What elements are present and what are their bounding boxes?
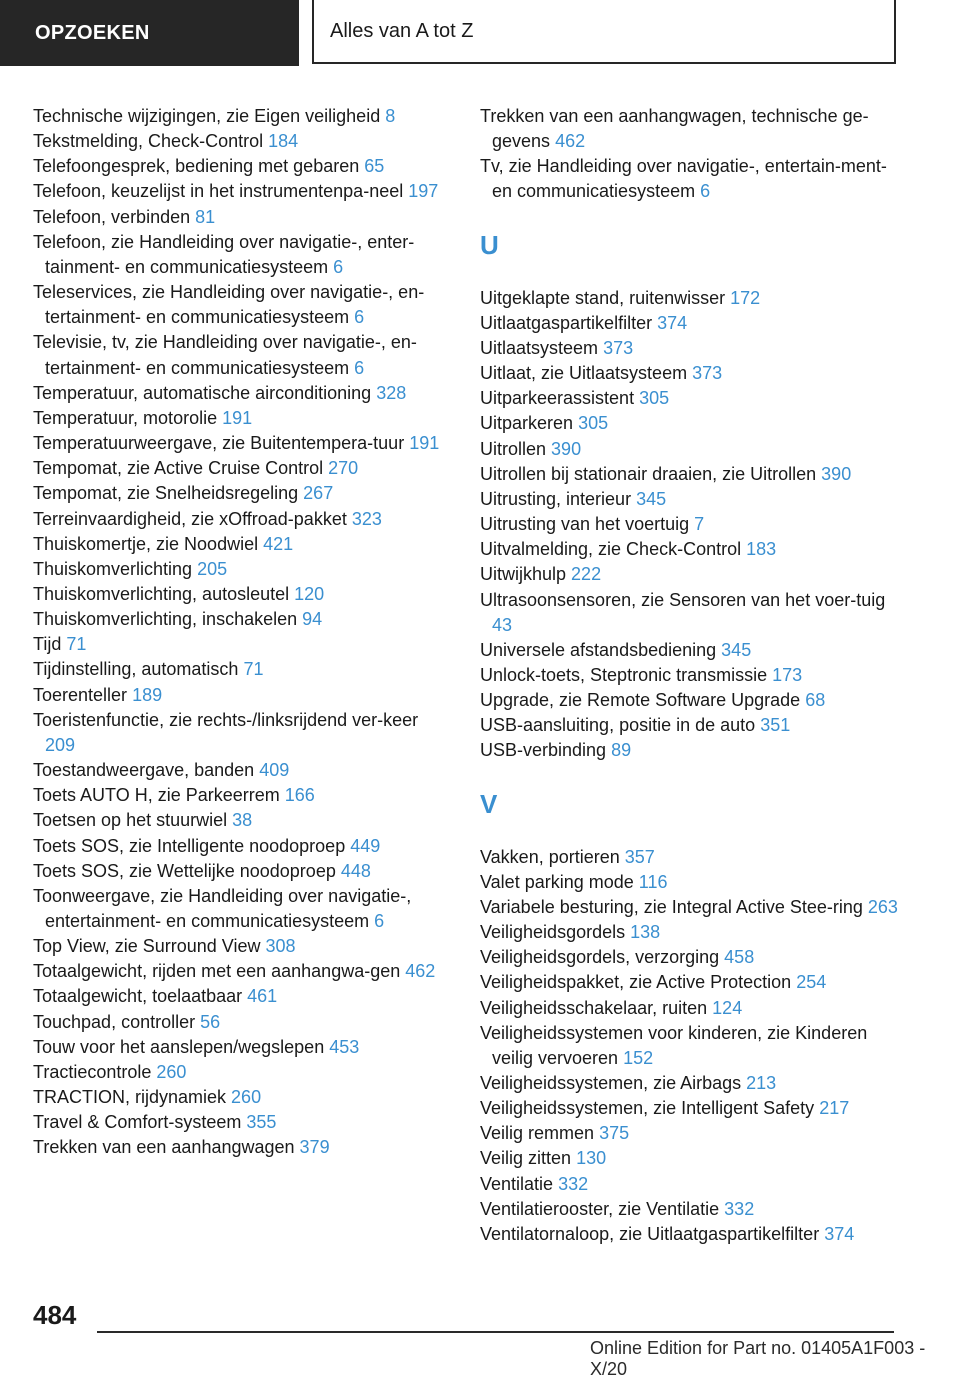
entry-text: USB-aansluiting, positie in de auto	[480, 715, 756, 736]
entry-text: Toets SOS, zie Wettelijke noodoproep	[33, 860, 336, 881]
page-link[interactable]: 373	[603, 337, 634, 358]
page-link[interactable]: 305	[639, 388, 670, 409]
index-list	[33, 104, 453, 1161]
page-link[interactable]: 448	[340, 860, 371, 881]
page-link[interactable]: 6	[374, 911, 385, 931]
index-entry	[480, 1121, 900, 1146]
page-link[interactable]: 254	[796, 972, 827, 993]
entry-text: Telefoongesprek, bediening met gebaren	[33, 156, 360, 177]
entry-text: Uitgeklapte stand, ruitenwisser	[480, 287, 726, 308]
entry-text: Terreinvaardigheid, zie xOffroad-pakket	[33, 508, 347, 529]
entry-text: USB-verbinding	[480, 740, 607, 761]
page-link[interactable]: 374	[824, 1223, 855, 1244]
entry-text: Uitrollen	[480, 438, 547, 459]
page-link[interactable]: 458	[724, 947, 755, 968]
index-entry	[480, 588, 900, 638]
page-link[interactable]: 409	[259, 760, 290, 781]
page-link[interactable]: 332	[724, 1198, 755, 1219]
entry-text: Uitrollen bij stationair draaien, zie Uitrollen	[480, 463, 817, 484]
page-link[interactable]: 38	[232, 810, 253, 831]
entry-text: Ventilatie	[480, 1173, 554, 1194]
page-link[interactable]: 71	[66, 634, 87, 655]
index-entry	[33, 481, 453, 506]
entry-text: Thuiskomverlichting, autosleutel	[33, 583, 290, 604]
entry-text: Uitwijkhulp	[480, 564, 567, 585]
entry-text: Veiligheidsgordels, verzorging	[480, 947, 720, 968]
index-entry	[33, 859, 453, 884]
section-tab: OPZOEKEN	[0, 0, 299, 66]
page-link[interactable]: 130	[576, 1148, 607, 1169]
entry-text: Thuiskomertje, zie Noodwiel	[33, 533, 259, 554]
index-list	[480, 286, 900, 764]
index-entry	[33, 834, 453, 859]
page-link[interactable]: 8	[385, 106, 396, 126]
entry-text: Veilig remmen	[480, 1123, 595, 1144]
page-header	[0, 0, 960, 66]
entry-text: Telefoon, keuzelijst in het instrumentenpa‐neel	[33, 181, 404, 202]
page-link[interactable]: 263	[867, 896, 898, 917]
page-link[interactable]: 270	[328, 458, 359, 479]
page-link[interactable]: 357	[624, 846, 655, 867]
page-link[interactable]: 379	[299, 1137, 330, 1158]
index-entry	[480, 512, 900, 537]
index-entry	[480, 537, 900, 562]
entry-text: Temperatuur, motorolie	[33, 407, 218, 428]
index-entry	[33, 808, 453, 833]
entry-text: Tekstmelding, Check-Control	[33, 131, 264, 152]
entry-text: Thuiskomverlichting	[33, 558, 193, 579]
index-entry	[480, 1071, 900, 1096]
page-link[interactable]: 56	[200, 1011, 221, 1032]
index-entry	[33, 205, 453, 230]
index-entry	[33, 431, 453, 456]
page-link[interactable]: 6	[354, 357, 365, 378]
page-link[interactable]: 267	[303, 483, 334, 504]
entry-text: Veiligheidssystemen, zie Airbags	[480, 1073, 742, 1093]
index-entry	[480, 1172, 900, 1197]
index-entry	[33, 959, 453, 984]
index-column-left	[33, 104, 453, 1161]
entry-text: Uitrusting van het voertuig	[480, 514, 690, 535]
index-entry	[480, 487, 900, 512]
entry-text: Toetsen op het stuurwiel	[33, 810, 228, 831]
index-entry	[480, 1021, 900, 1071]
index-entry	[480, 336, 900, 361]
page-link[interactable]: 116	[638, 871, 668, 892]
index-entry	[480, 996, 900, 1021]
index-entry	[33, 1135, 453, 1160]
entry-text: Ventilatierooster, zie Ventilatie	[480, 1198, 720, 1219]
entry-text: Uitvalmelding, zie Check-Control	[480, 539, 742, 560]
entry-text: Valet parking mode	[480, 871, 634, 892]
index-entry	[33, 557, 453, 582]
entry-text: Veiligheidssystemen, zie Intelligent Safety	[480, 1098, 815, 1119]
entry-text: Travel & Comfort-systeem	[33, 1112, 242, 1133]
index-entry	[480, 311, 900, 336]
page-link[interactable]: 217	[819, 1098, 850, 1119]
page-link[interactable]: 43	[492, 614, 513, 635]
entry-text: Telefoon, zie Handleiding over navigatie-, enter‐tainment- en communicatiesysteem	[33, 231, 415, 277]
page-link[interactable]: 205	[197, 558, 228, 579]
entry-text: Vakken, portieren	[480, 846, 620, 867]
entry-text: Tv, zie Handleiding over navigatie-, entertain‐ment- en communicatiesysteem	[480, 156, 887, 202]
page-link[interactable]: 374	[657, 312, 688, 333]
index-entry	[480, 920, 900, 945]
index-entry	[33, 1110, 453, 1135]
entry-text: Unlock-toets, Steptronic transmissie	[480, 664, 768, 685]
index-entry	[480, 845, 900, 870]
page-link[interactable]: 390	[551, 438, 582, 459]
index-list	[480, 845, 900, 1248]
entry-text: Uitlaatgaspartikelfilter	[480, 312, 653, 333]
page-link[interactable]: 462	[405, 961, 436, 982]
entry-text: Veiligheidsgordels	[480, 922, 626, 943]
page-link[interactable]: 453	[329, 1036, 360, 1057]
index-entry	[33, 582, 453, 607]
page-link[interactable]: 449	[350, 835, 381, 856]
index-entry	[33, 708, 453, 758]
page-link[interactable]: 197	[408, 181, 439, 202]
entry-text: Veilig zitten	[480, 1148, 572, 1169]
index-entry	[33, 1035, 453, 1060]
page-link[interactable]: 373	[692, 363, 723, 384]
entry-text: Totaalgewicht, rijden met een aanhangwa‐gen	[33, 961, 401, 982]
page-link[interactable]: 6	[354, 307, 365, 328]
page-link[interactable]: 71	[243, 659, 264, 680]
page-link[interactable]: 173	[772, 664, 803, 685]
index-entry	[33, 154, 453, 179]
entry-text: Veiligheidssystemen voor kinderen, zie Kinderen veilig vervoeren	[480, 1022, 868, 1068]
entry-text: Upgrade, zie Remote Software Upgrade	[480, 690, 801, 711]
index-entry	[33, 657, 453, 682]
page-link[interactable]: 345	[636, 488, 667, 509]
entry-text: Uitlaatsysteem	[480, 337, 599, 358]
index-entry	[33, 783, 453, 808]
page-link[interactable]: 191	[222, 407, 253, 428]
index-entry	[480, 462, 900, 487]
page-link[interactable]: 345	[721, 639, 752, 660]
page-link[interactable]: 68	[805, 690, 826, 711]
index-entry	[480, 688, 900, 713]
page-link[interactable]: 355	[246, 1112, 277, 1133]
page-link[interactable]: 94	[302, 609, 323, 630]
page-link[interactable]: 260	[156, 1061, 187, 1082]
entry-text: Toonweergave, zie Handleiding over navigatie-, entertainment- en communicatiesysteem	[33, 885, 412, 931]
page-link[interactable]: 351	[760, 715, 791, 736]
entry-text: Tempomat, zie Snelheidsregeling	[33, 483, 299, 504]
index-entry	[33, 129, 453, 154]
index-column-right	[480, 104, 900, 1247]
index-entry	[33, 632, 453, 657]
index-entry	[33, 884, 453, 934]
section-title: Alles van A tot Z	[312, 0, 896, 64]
index-entry	[33, 406, 453, 431]
index-entry	[480, 437, 900, 462]
index-entry	[480, 638, 900, 663]
index-entry	[33, 984, 453, 1009]
edition-note: Online Edition for Part no. 01405A1F003 - X/20	[590, 1338, 926, 1379]
index-entry	[480, 713, 900, 738]
page-link[interactable]: 6	[333, 256, 344, 277]
page-link[interactable]: 305	[578, 413, 609, 434]
page-link[interactable]: 81	[195, 206, 216, 227]
index-entry	[480, 562, 900, 587]
index-entry	[33, 280, 453, 330]
page-link[interactable]: 89	[611, 740, 632, 761]
entry-text: Toerenteller	[33, 684, 128, 705]
page-link[interactable]: 166	[284, 785, 315, 806]
letter-heading-u: U	[480, 229, 499, 260]
entry-text: Teleservices, zie Handleiding over navigatie-, en‐tertainment- en communicatiesysteem	[33, 282, 425, 328]
index-entry	[33, 934, 453, 959]
page-link[interactable]: 124	[712, 997, 743, 1018]
entry-text: Veiligheidspakket, zie Active Protection	[480, 972, 792, 993]
entry-text: Veiligheidsschakelaar, ruiten	[480, 997, 708, 1018]
entry-text: Thuiskomverlichting, inschakelen	[33, 609, 298, 630]
index-entry	[33, 1085, 453, 1110]
index-entry	[33, 456, 453, 481]
index-entry	[480, 1146, 900, 1171]
index-entry	[33, 330, 453, 380]
index-entry	[33, 381, 453, 406]
page-link[interactable]: 328	[376, 382, 407, 403]
page-link[interactable]: 222	[571, 564, 602, 585]
entry-text: Trekken van een aanhangwagen	[33, 1137, 295, 1158]
index-entry	[33, 758, 453, 783]
entry-text: Touw voor het aanslepen/wegslepen	[33, 1036, 325, 1057]
entry-text: Ventilatornaloop, zie Uitlaatgaspartikelfilter	[480, 1223, 820, 1244]
page-link[interactable]: 138	[630, 922, 661, 943]
page-link[interactable]: 323	[351, 508, 382, 529]
page-link[interactable]: 65	[364, 156, 385, 177]
index-entry	[480, 970, 900, 995]
page-link[interactable]: 172	[730, 287, 761, 308]
index-entry	[480, 1197, 900, 1222]
index-entry	[480, 870, 900, 895]
index-entry	[480, 895, 900, 920]
entry-text: Tractiecontrole	[33, 1061, 152, 1082]
page-link[interactable]: 421	[263, 533, 294, 554]
page-link[interactable]: 213	[746, 1073, 777, 1093]
entry-text: Telefoon, verbinden	[33, 206, 191, 227]
entry-text: Variabele besturing, zie Integral Active Stee‐ring	[480, 896, 863, 917]
page-link[interactable]: 461	[247, 986, 278, 1007]
page-link[interactable]: 183	[746, 539, 777, 560]
entry-text: Toets SOS, zie Intelligente noodoproep	[33, 835, 346, 856]
index-entry	[480, 1222, 900, 1247]
page-link[interactable]: 6	[700, 181, 711, 202]
page-link[interactable]: 260	[231, 1087, 262, 1108]
index-entry	[33, 230, 453, 280]
index-entry	[480, 1096, 900, 1121]
footer-divider	[97, 1331, 894, 1333]
page-link[interactable]: 462	[555, 131, 586, 152]
index-entry	[480, 104, 900, 154]
entry-text: Uitparkeerassistent	[480, 388, 635, 409]
page-link[interactable]: 332	[558, 1173, 589, 1194]
entry-text: Tempomat, zie Active Cruise Control	[33, 458, 324, 479]
index-entry	[33, 507, 453, 532]
entry-text: TRACTION, rijdynamiek	[33, 1087, 227, 1108]
index-entry	[33, 607, 453, 632]
index-entry	[480, 386, 900, 411]
index-entry	[33, 532, 453, 557]
index-entry	[33, 104, 453, 129]
entry-text: Temperatuur, automatische airconditioning	[33, 382, 372, 403]
index-list	[480, 104, 900, 205]
index-entry	[33, 1060, 453, 1085]
page-link[interactable]: 152	[623, 1047, 654, 1068]
page-link[interactable]: 390	[821, 463, 852, 484]
entry-text: Uitrusting, interieur	[480, 488, 632, 509]
page-link[interactable]: 209	[45, 734, 76, 755]
index-entry	[480, 411, 900, 436]
entry-text: Tijdinstelling, automatisch	[33, 659, 239, 680]
letter-heading-v: V	[480, 788, 498, 819]
index-entry	[480, 361, 900, 386]
page-link[interactable]: 120	[294, 583, 325, 604]
entry-text: Toestandweergave, banden	[33, 760, 255, 781]
entry-text: Temperatuurweergave, zie Buitentempera‐tuur	[33, 433, 405, 454]
index-entry	[33, 1010, 453, 1035]
entry-text: Televisie, tv, zie Handleiding over navigatie-, en‐tertainment- en communicatiesysteem	[33, 332, 417, 378]
index-entry	[480, 286, 900, 311]
index-entry	[480, 663, 900, 688]
page-link[interactable]: 7	[694, 514, 705, 535]
index-entry	[480, 154, 900, 204]
entry-text: Touchpad, controller	[33, 1011, 196, 1032]
index-entry	[33, 683, 453, 708]
entry-text: Top View, zie Surround View	[33, 936, 261, 957]
entry-text: Toeristenfunctie, zie rechts-/linksrijdend ver‐keer	[33, 709, 419, 730]
page-number: 484	[33, 1300, 77, 1330]
entry-text: Uitlaat, zie Uitlaatsysteem	[480, 363, 688, 384]
entry-text: Tijd	[33, 634, 62, 655]
entry-text: Universele afstandsbediening	[480, 639, 717, 660]
entry-text: Uitparkeren	[480, 413, 574, 434]
entry-text: Trekken van een aanhangwagen, technische ge‐gevens	[480, 106, 869, 152]
entry-text: Totaalgewicht, toelaatbaar	[33, 986, 243, 1007]
entry-text: Technische wijzigingen, zie Eigen veiligheid	[33, 106, 381, 126]
page-link[interactable]: 308	[265, 936, 296, 957]
index-entry	[33, 179, 453, 204]
entry-text: Ultrasoonsensoren, zie Sensoren van het voer‐tuig	[480, 589, 886, 610]
index-entry	[480, 738, 900, 763]
entry-text: Toets AUTO H, zie Parkeerrem	[33, 785, 280, 806]
index-entry	[480, 945, 900, 970]
page-link[interactable]: 184	[268, 131, 299, 152]
page-link[interactable]: 189	[132, 684, 163, 705]
page-link[interactable]: 375	[599, 1123, 630, 1144]
page-link[interactable]: 191	[409, 433, 440, 454]
